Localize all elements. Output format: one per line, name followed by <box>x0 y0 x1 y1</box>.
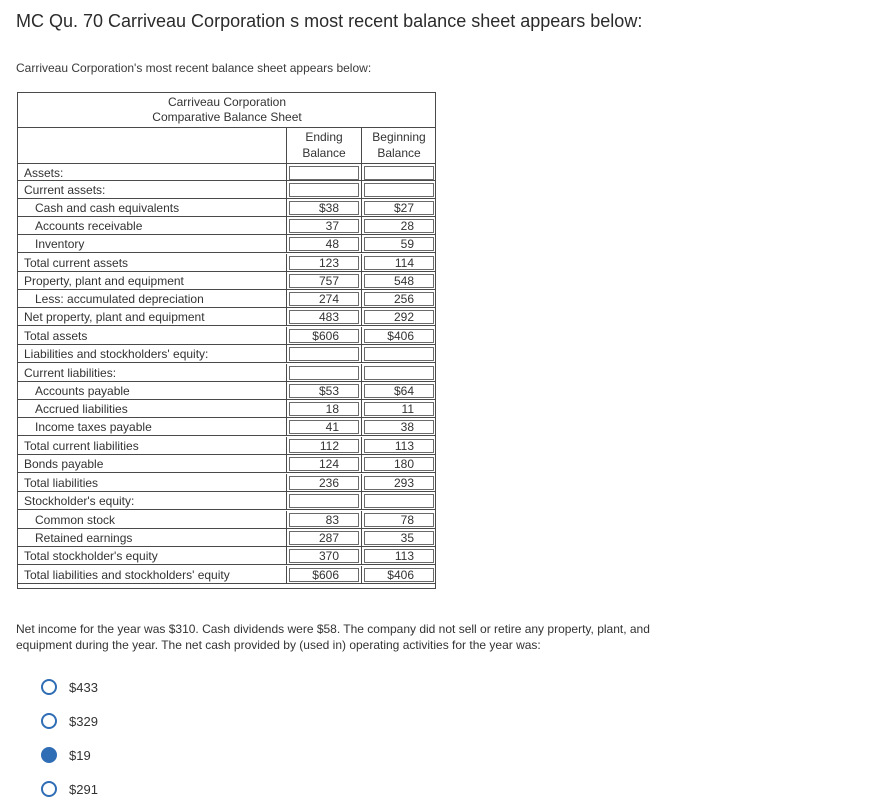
empty-cell-box <box>289 347 359 361</box>
cell-value: 113 <box>394 439 414 453</box>
balance-sheet-table <box>17 92 436 589</box>
beginning-balance-cell <box>361 181 436 198</box>
radio-button-icon[interactable] <box>41 781 57 797</box>
row-label: Total liabilities and stockholders' equity <box>24 568 230 582</box>
row-label: Assets: <box>24 166 64 180</box>
empty-cell-box <box>364 166 434 180</box>
value-box <box>289 402 359 416</box>
value-box <box>289 219 359 233</box>
value-box <box>289 237 359 251</box>
value-box <box>364 531 434 545</box>
value-box <box>289 513 359 527</box>
beginning-balance-cell <box>361 164 436 181</box>
beginning-balance-cell <box>361 529 436 546</box>
row-label: Current assets: <box>24 183 106 197</box>
cell-value: 37 <box>325 219 339 233</box>
ending-balance-cell <box>286 327 361 344</box>
cell-value: 293 <box>393 476 414 490</box>
ending-balance-cell <box>286 164 361 181</box>
ending-balance-cell <box>286 400 361 417</box>
cell-value: 757 <box>318 274 339 288</box>
table-row <box>18 492 435 510</box>
question-title: MC Qu. 70 Carriveau Corporation s most recent balance sheet appears below: <box>16 11 643 31</box>
cell-value: 114 <box>394 256 414 270</box>
empty-cell-box <box>289 494 359 508</box>
value-box <box>364 513 434 527</box>
cell-value: 370 <box>318 549 339 563</box>
empty-cell-box <box>364 494 434 508</box>
cell-value: 180 <box>393 457 414 471</box>
ending-balance-cell <box>286 474 361 491</box>
ending-balance-cell <box>286 272 361 289</box>
table-row <box>18 511 435 529</box>
cell-value: 256 <box>393 292 414 306</box>
row-label: Accounts payable <box>35 384 130 398</box>
balance-sheet-header <box>18 93 435 128</box>
cell-value: 287 <box>318 531 339 545</box>
beginning-balance-cell <box>361 382 436 399</box>
ending-balance-cell <box>286 364 361 381</box>
ending-balance-cell <box>286 290 361 307</box>
empty-cell-box <box>364 183 434 197</box>
cell-value: $406 <box>387 329 414 343</box>
ending-balance-cell <box>286 345 361 362</box>
cell-value: $53 <box>318 384 339 398</box>
cell-value: 78 <box>400 513 414 527</box>
cell-value: 124 <box>318 457 339 471</box>
problem-text: Net income for the year was $310. Cash dividends were $58. The company did not sell or retire any property, plant, and equipment during the year. The net cash provided by (used in) operating activities for the year was: <box>16 622 650 652</box>
cell-value: $38 <box>318 201 339 215</box>
row-label: Accrued liabilities <box>35 402 128 416</box>
beginning-balance-cell <box>361 547 436 564</box>
ending-balance-cell <box>286 235 361 252</box>
table-row <box>18 199 435 217</box>
cell-value: 35 <box>400 531 414 545</box>
beginning-balance-cell <box>361 437 436 454</box>
table-row <box>18 418 435 436</box>
row-label: Inventory <box>35 237 85 251</box>
value-box <box>364 402 434 416</box>
table-row <box>18 382 435 400</box>
empty-cell-box <box>364 366 434 380</box>
option-label: $329 <box>69 714 98 729</box>
ending-balance-cell <box>286 455 361 472</box>
table-row <box>18 290 435 308</box>
cell-value: 548 <box>393 274 414 288</box>
cell-value: 123 <box>318 256 339 270</box>
cell-value: 38 <box>400 420 414 434</box>
beginning-balance-cell <box>361 400 436 417</box>
table-row <box>18 308 435 326</box>
beginning-balance-cell <box>361 290 436 307</box>
table-row <box>18 181 435 199</box>
radio-button-icon[interactable] <box>41 679 57 695</box>
radio-button-icon[interactable] <box>41 713 57 729</box>
question-intro: Carriveau Corporation's most recent balance sheet appears below: <box>16 61 372 75</box>
row-label: Bonds payable <box>24 457 104 471</box>
ending-balance-cell <box>286 217 361 234</box>
row-label: Total liabilities <box>24 476 99 490</box>
table-row <box>18 163 435 181</box>
cell-value: 83 <box>325 513 339 527</box>
beginning-balance-cell <box>361 566 436 583</box>
beginning-balance-cell <box>361 418 436 435</box>
ending-balance-cell <box>286 254 361 271</box>
row-label: Net property, plant and equipment <box>24 310 205 324</box>
table-row <box>18 254 435 272</box>
radio-button-icon[interactable] <box>41 747 57 763</box>
beginning-balance-cell <box>361 364 436 381</box>
ending-balance-cell <box>286 437 361 454</box>
ending-balance-cell <box>286 382 361 399</box>
cell-value: 274 <box>318 292 339 306</box>
row-label: Retained earnings <box>35 531 133 545</box>
row-label: Income taxes payable <box>35 420 152 434</box>
ending-balance-cell <box>286 181 361 198</box>
cell-value: 292 <box>393 310 414 324</box>
row-label: Accounts receivable <box>35 219 143 233</box>
row-label: Total current assets <box>24 256 129 270</box>
cell-value: $406 <box>387 568 414 582</box>
value-box <box>289 420 359 434</box>
beginning-balance-cell <box>361 272 436 289</box>
ending-balance-cell <box>286 418 361 435</box>
beginning-balance-cell <box>361 474 436 491</box>
empty-cell-box <box>289 166 359 180</box>
cell-value: $606 <box>312 329 339 343</box>
cell-value: 41 <box>325 420 339 434</box>
row-label: Common stock <box>35 513 116 527</box>
ending-balance-cell <box>286 511 361 528</box>
table-row <box>18 437 435 455</box>
beginning-balance-cell <box>361 308 436 325</box>
cell-value: 112 <box>319 439 339 453</box>
table-row <box>18 455 435 473</box>
cell-value: 483 <box>318 310 339 324</box>
cell-value: $606 <box>312 568 339 582</box>
ending-balance-cell <box>286 492 361 509</box>
table-row <box>18 327 435 345</box>
cell-value: 59 <box>400 237 414 251</box>
option-label: $433 <box>69 680 98 695</box>
empty-cell-box <box>364 347 434 361</box>
ending-balance-header: Ending Balance <box>286 127 361 163</box>
row-label: Current liabilities: <box>24 366 117 380</box>
row-label: Less: accumulated depreciation <box>35 292 204 306</box>
row-label: Total current liabilities <box>24 439 139 453</box>
table-row <box>18 364 435 382</box>
value-box <box>364 219 434 233</box>
value-box <box>364 420 434 434</box>
beginning-balance-cell <box>361 492 436 509</box>
table-row <box>18 566 435 584</box>
table-row <box>18 400 435 418</box>
empty-cell-box <box>289 366 359 380</box>
cell-value: 48 <box>325 237 339 251</box>
beginning-balance-cell <box>361 345 436 362</box>
cell-value: 18 <box>325 402 339 416</box>
cell-value: 236 <box>318 476 339 490</box>
row-label: Stockholder's equity: <box>24 494 135 508</box>
cell-value: $64 <box>393 384 414 398</box>
sheet-subtitle: Comparative Balance Sheet <box>152 110 302 124</box>
empty-cell-box <box>289 183 359 197</box>
table-row <box>18 474 435 492</box>
beginning-balance-cell <box>361 455 436 472</box>
company-name: Carriveau Corporation <box>167 95 287 109</box>
row-label: Liabilities and stockholders' equity: <box>24 347 209 361</box>
table-row <box>18 235 435 253</box>
ending-balance-cell <box>286 547 361 564</box>
table-row <box>18 217 435 235</box>
row-label: Cash and cash equivalents <box>35 201 180 215</box>
table-row <box>18 547 435 565</box>
option-label: $19 <box>69 748 91 763</box>
cell-value: $27 <box>393 201 414 215</box>
table-row <box>18 529 435 547</box>
table-row <box>18 345 435 363</box>
beginning-balance-header: Beginning Balance <box>361 127 436 163</box>
cell-value: 113 <box>394 549 414 563</box>
cell-value: 11 <box>401 402 414 416</box>
row-label: Total assets <box>24 329 88 343</box>
cell-value: 28 <box>400 219 414 233</box>
beginning-balance-cell <box>361 254 436 271</box>
table-row <box>18 272 435 290</box>
row-label: Property, plant and equipment <box>24 274 184 288</box>
beginning-balance-cell <box>361 511 436 528</box>
option-label: $291 <box>69 782 98 797</box>
beginning-balance-cell <box>361 235 436 252</box>
ending-balance-cell <box>286 566 361 583</box>
row-label: Total stockholder's equity <box>24 549 158 563</box>
beginning-balance-cell <box>361 217 436 234</box>
ending-balance-cell <box>286 199 361 216</box>
ending-balance-cell <box>286 529 361 546</box>
beginning-balance-cell <box>361 199 436 216</box>
value-box <box>364 237 434 251</box>
beginning-balance-cell <box>361 327 436 344</box>
ending-balance-cell <box>286 308 361 325</box>
